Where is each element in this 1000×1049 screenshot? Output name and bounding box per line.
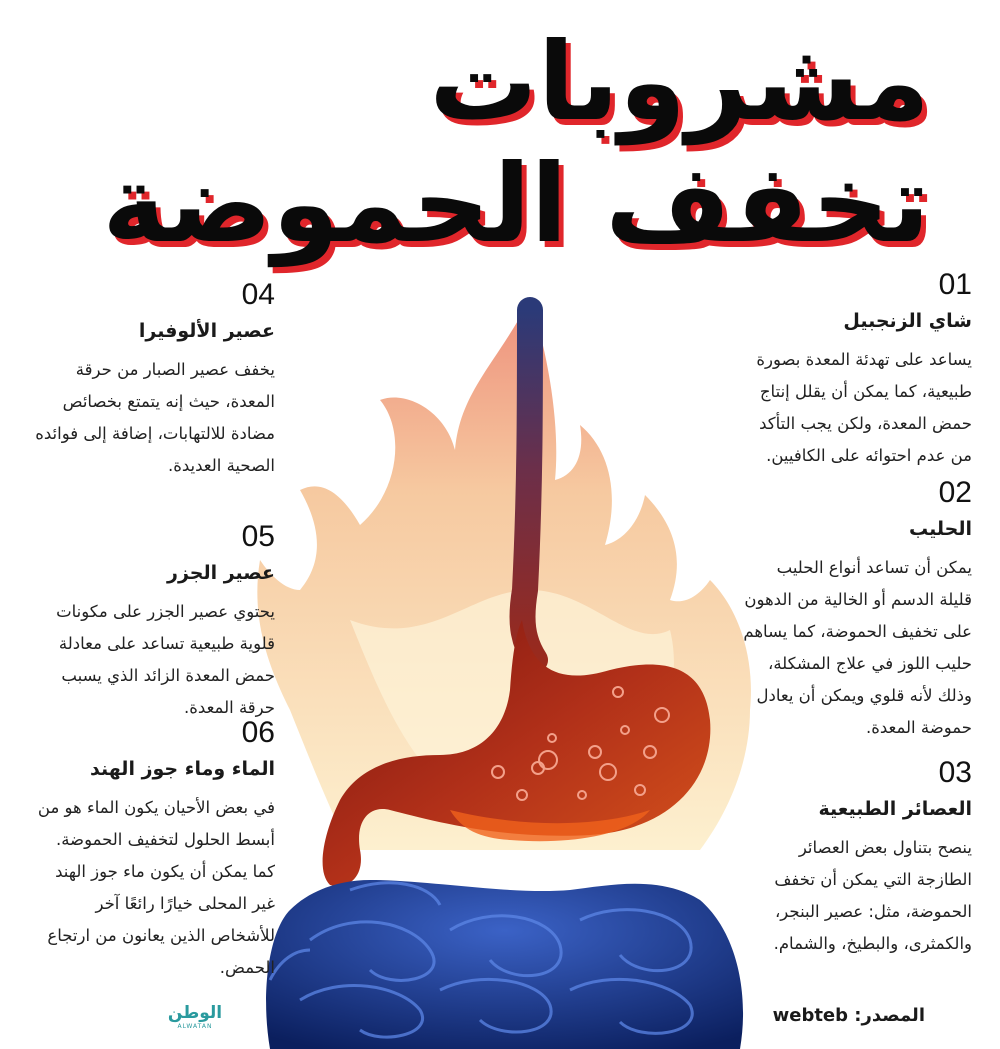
item-number: 05 <box>241 520 275 553</box>
title-line-1: مشروبات <box>429 20 930 145</box>
item-body: يحتوي عصير الجزر على مكونات قلوية طبيعية تساعد على معادلة حمض المعدة الزائد الذي يسبب حرقة المعدة. <box>56 602 275 717</box>
item-number: 03 <box>938 756 972 789</box>
item-body: يساعد على تهدئة المعدة بصورة طبيعية، كما يمكن أن يقلل إنتاج حمض المعدة، ولكن يجب التأكد من عدم احتوائه على الكافيين. <box>756 350 972 465</box>
item-number: 06 <box>241 716 275 749</box>
item-title: الحليب <box>909 518 972 540</box>
item-body: في بعض الأحيان يكون الماء هو من أبسط الحلول لتخفيف الحموضة. كما يمكن أن يكون ماء جوز الهند غير المحلى خيارًا رائعًا آخر للأشخاص الذين يعانون من ارتجاع الحمض. <box>37 798 275 977</box>
stomach-fire-illustration <box>230 290 790 1049</box>
intestines-icon <box>266 880 743 1049</box>
logo-latin: ALWATAN <box>177 1023 213 1030</box>
item-body: يمكن أن تساعد أنواع الحليب قليلة الدسم أو الخالية من الدهون على تخفيف الحموضة، كما يساهم حليب اللوز في علاج المشكلة، وذلك لأنه قلوي ويمكن أن يعادل حموضة المعدة. <box>743 558 972 737</box>
item-04 <box>35 278 275 482</box>
item-title: الماء وماء جوز الهند <box>90 758 275 780</box>
esophagus-icon <box>522 310 535 660</box>
item-05 <box>35 520 275 724</box>
item-number: 02 <box>938 476 972 509</box>
item-title: شاي الزنجبيل <box>843 310 972 332</box>
source-credit: المصدر: webteb <box>772 1005 925 1026</box>
item-06 <box>35 716 275 984</box>
item-number: 01 <box>938 268 972 301</box>
item-03 <box>740 756 972 960</box>
item-title: عصير الألوفيرا <box>138 320 275 342</box>
item-02 <box>740 476 972 744</box>
item-body: يخفف عصير الصبار من حرقة المعدة، حيث إنه يتمتع بخصائص مضادة للالتهابات، إضافة إلى فوائده الصحية العديدة. <box>35 360 275 475</box>
alwatan-logo <box>160 1003 230 1033</box>
title-line-2: تخفف الحموضة <box>102 142 930 267</box>
logo-arabic: الوطن <box>167 1003 223 1023</box>
item-01 <box>740 268 972 472</box>
item-body: ينصح بتناول بعض العصائر الطازجة التي يمكن أن تخفف الحموضة، مثل: عصير البنجر، والكمثرى، والبطيخ، والشمام. <box>773 838 972 953</box>
item-number: 04 <box>241 278 275 311</box>
item-title: عصير الجزر <box>167 562 275 584</box>
item-title: العصائر الطبيعية <box>818 798 972 820</box>
